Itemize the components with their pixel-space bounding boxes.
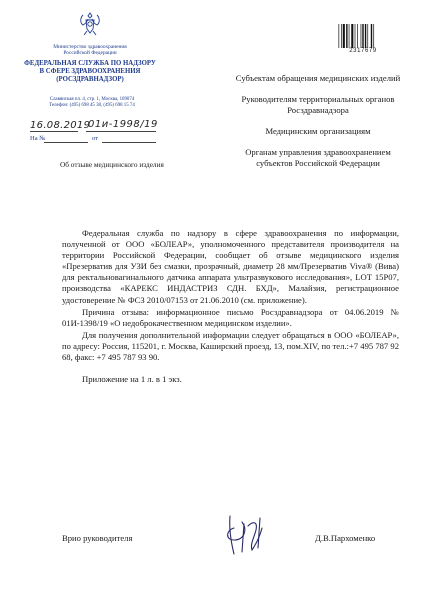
ministry-line: Российской Федерации	[63, 50, 117, 57]
recipient: Медицинским организациям	[265, 126, 371, 136]
reference-date-line	[102, 142, 156, 143]
agency-line: (РОСЗДРАВНАДЗОР)	[56, 76, 124, 83]
letter-body	[62, 228, 399, 386]
attachment-note: Приложение на 1 л. в 1 экз.	[82, 374, 182, 385]
recipient: Органам управления здравоохранением субъектов Российской Федерации	[245, 147, 391, 168]
reference-number-label: На №	[30, 135, 46, 142]
reference-date-label: от	[92, 135, 99, 142]
ministry-line: Министерство здравоохранения	[53, 44, 127, 50]
recipient: Руководителям территориальных органов Росздравнадзора	[241, 94, 395, 115]
handwritten-signature-icon	[222, 508, 268, 558]
body-paragraph: Федеральная служба по надзору в сфере здравоохранения по информации, полученной от ООО «БОЛЕАР», уполномоченного представителя производителя на территории Российской Федерации, сообщает об отзыве медицинского изделия «Презерватив для УЗИ без смазки, прозрачный, диаметр 28 мм/Презерватив Viva® (Вива) для ректальновагинального датчика аппарата ультразвукового исследования», LOT 15P07, производства «КАРЕКС ИНДАСТРИЗ СДН. БХД», Малайзия, регистрационное удостоверение № ФСЗ 2010/07153 от 21.06.2010 (см. приложение).	[62, 228, 399, 305]
signatory-name: Д.В.Пархоменко	[315, 533, 376, 543]
ministry-name	[32, 44, 148, 57]
address-line: Славянская пл. 4, стр. 1, Москва, 109074	[49, 97, 135, 102]
barcode-icon	[338, 24, 386, 48]
agency-line: ФЕДЕРАЛЬНАЯ СЛУЖБА ПО НАДЗОРУ	[24, 60, 156, 67]
double-headed-eagle-emblem-icon	[77, 9, 103, 37]
reference-number-line	[44, 142, 88, 143]
agency-address	[30, 97, 154, 109]
body-paragraph: Причина отзыва: информационное письмо Росздравнадзора от 04.06.2019 № 01И-1398/19 «О недоброкачественном медицинском изделии».	[62, 306, 399, 328]
number-underline	[86, 131, 156, 132]
agency-line: В СФЕРЕ ЗДРАВООХРАНЕНИЯ	[39, 68, 141, 75]
recipients-block	[228, 73, 408, 179]
letter-subject: Об отзыве медицинского изделия	[60, 160, 164, 169]
registration-number: 01и-1998/19	[88, 119, 158, 130]
date-underline	[30, 131, 78, 132]
signatory-position: Врио руководителя	[62, 533, 133, 543]
registration-date: 16.08.2019	[30, 120, 91, 131]
recipient: Субъектам обращения медицинских изделий	[235, 73, 401, 83]
agency-name	[22, 60, 158, 84]
barcode-number: 2317679	[349, 48, 377, 54]
address-line: Телефон: (495) 698 45 38, (495) 698 15 74	[49, 103, 135, 109]
body-paragraph: Для получения дополнительной информации следует обращаться в ООО «БОЛЕАР», по адресу: Россия, 115201, г. Москва, Каширский проезд, 13, пом.XIV, по тел.:+7 495 787 92 68, факс: +7 495 787 93 90.	[62, 329, 399, 363]
